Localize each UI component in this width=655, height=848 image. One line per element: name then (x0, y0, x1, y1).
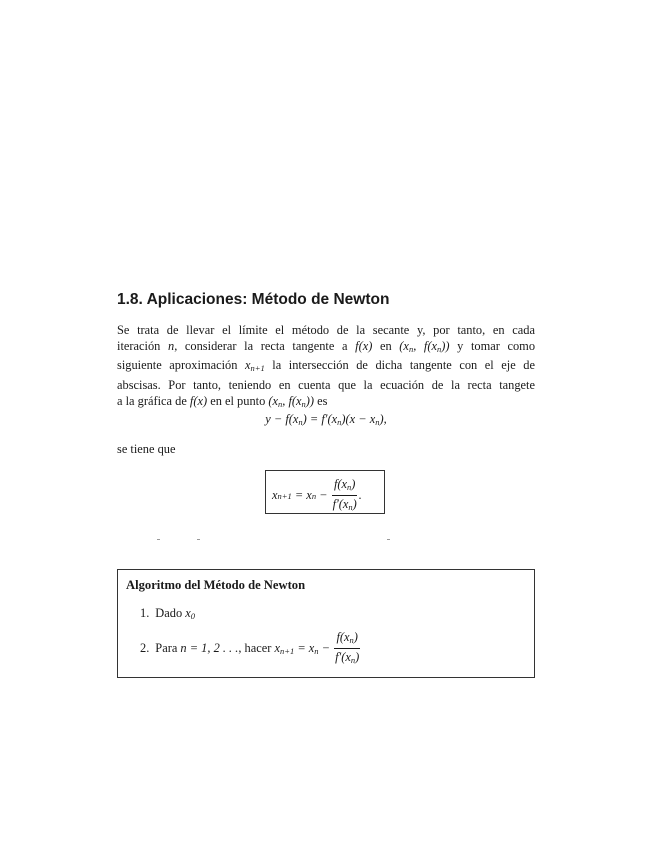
math-part: x (185, 606, 191, 620)
math-subscript: n+1 (279, 646, 295, 656)
math-subscript: n (278, 398, 283, 409)
math-part: (x (268, 393, 279, 408)
math-part: x (272, 488, 278, 502)
newton-formula-box (265, 470, 385, 514)
step-number: 1. (140, 606, 150, 620)
text-fragment: a la gráfica de (117, 393, 190, 408)
se-tiene-text: se tiene que (117, 442, 176, 456)
math-subscript: n (348, 502, 353, 512)
math-subscript: n (349, 635, 354, 645)
algorithm-fraction (333, 630, 361, 667)
math-subscript: n+1 (277, 490, 292, 501)
text-fragment: la intersección de dicha tangente con el eje de (264, 358, 535, 373)
text-fragment: , considerar la recta tangente a (174, 339, 356, 354)
math-part: )(x − x (341, 412, 376, 426)
math-subscript: n (301, 398, 306, 409)
math-subscript: n (408, 344, 414, 355)
separator-mark (387, 539, 390, 540)
math-point (268, 394, 314, 408)
paragraph-line-2 (117, 338, 535, 357)
math-subscript: 0 (190, 611, 195, 621)
section-heading (117, 291, 389, 309)
math-subscript: n (314, 646, 319, 656)
math-fx: f(x) (355, 339, 373, 354)
tangent-equation (117, 412, 535, 427)
math-part: , f(x (413, 339, 437, 354)
math-part: f(x (333, 477, 348, 491)
math-part: (x (399, 339, 409, 354)
math-subscript: n (298, 417, 303, 427)
text-fragment: en (372, 339, 400, 354)
math-part: f(x (336, 630, 350, 644)
section-title: Aplicaciones: Método de Newton (146, 291, 390, 308)
text-fragment: en el punto (207, 393, 269, 408)
math-part: = x (291, 488, 312, 502)
step-text: , hacer (238, 641, 275, 655)
math-subscript: n (350, 655, 356, 665)
algorithm-step-1 (140, 606, 195, 621)
section-number: 1.8. (117, 291, 143, 308)
math-part: )) (305, 393, 315, 408)
algorithm-step-2 (140, 630, 361, 667)
step-text: Para (155, 641, 181, 655)
math-xn1 (274, 641, 333, 656)
text-fragment: es (314, 393, 328, 408)
separator-mark (157, 539, 160, 540)
math-xn1 (245, 358, 265, 372)
math-part: x (244, 358, 251, 373)
math-subscript: n (311, 490, 317, 501)
newton-formula (272, 477, 362, 514)
math-part: f′(x (335, 650, 351, 664)
newton-fraction (331, 477, 359, 514)
math-part: x (274, 641, 280, 655)
math-x0 (185, 606, 195, 621)
math-part: ), (379, 412, 387, 426)
paragraph-line-5 (117, 393, 535, 412)
paragraph-line-3 (117, 357, 535, 376)
fraction-denominator (331, 496, 359, 514)
math-part: )) (441, 339, 450, 354)
math-part: = x (294, 641, 315, 655)
math-subscript: n (347, 482, 352, 492)
text-fragment: y tomar como (449, 339, 536, 354)
math-n-range: n = 1, 2 . . . (180, 641, 239, 655)
paragraph-line-1: Se trata de llevar el límite el método de la secante y, por tanto, en cada (117, 323, 535, 337)
math-subscript: n+1 (250, 363, 265, 374)
math-part: − (318, 641, 334, 655)
math-part: − (316, 488, 331, 502)
intro-paragraph (117, 322, 535, 412)
math-part: . (358, 488, 362, 502)
math-subscript: n (375, 417, 380, 427)
math-fx: f(x) (189, 393, 208, 408)
paragraph-line-4: abscisas. Por tanto, teniendo en cuenta que la ecuación de la recta tangete (117, 377, 535, 392)
math-subscript: n (436, 344, 442, 355)
algorithm-box (117, 569, 535, 678)
fraction-numerator (332, 477, 357, 496)
math-part: y − f(x (265, 412, 299, 426)
step-text: Dado (155, 606, 186, 620)
separator-marks (117, 537, 535, 543)
step-number: 2. (140, 641, 150, 655)
math-part: ) (351, 477, 356, 491)
text-fragment: iteración (117, 339, 168, 354)
math-n: n (167, 339, 175, 354)
math-part: ) (355, 650, 360, 664)
math-part: ) (353, 630, 358, 644)
math-part: , f(x (282, 393, 302, 408)
separator-mark (197, 539, 200, 540)
fraction-numerator (334, 630, 359, 649)
algorithm-title: Algoritmo del Método de Newton (126, 578, 306, 592)
math-point (399, 339, 449, 353)
math-part: f′(x (332, 497, 349, 511)
fraction-denominator (333, 649, 361, 667)
math-subscript: n (337, 417, 342, 427)
text-fragment: siguiente aproximación (117, 358, 245, 373)
math-part: ) = f′(x (302, 412, 338, 426)
tangent-equation-math (265, 412, 386, 426)
math-part: ) (352, 497, 357, 511)
